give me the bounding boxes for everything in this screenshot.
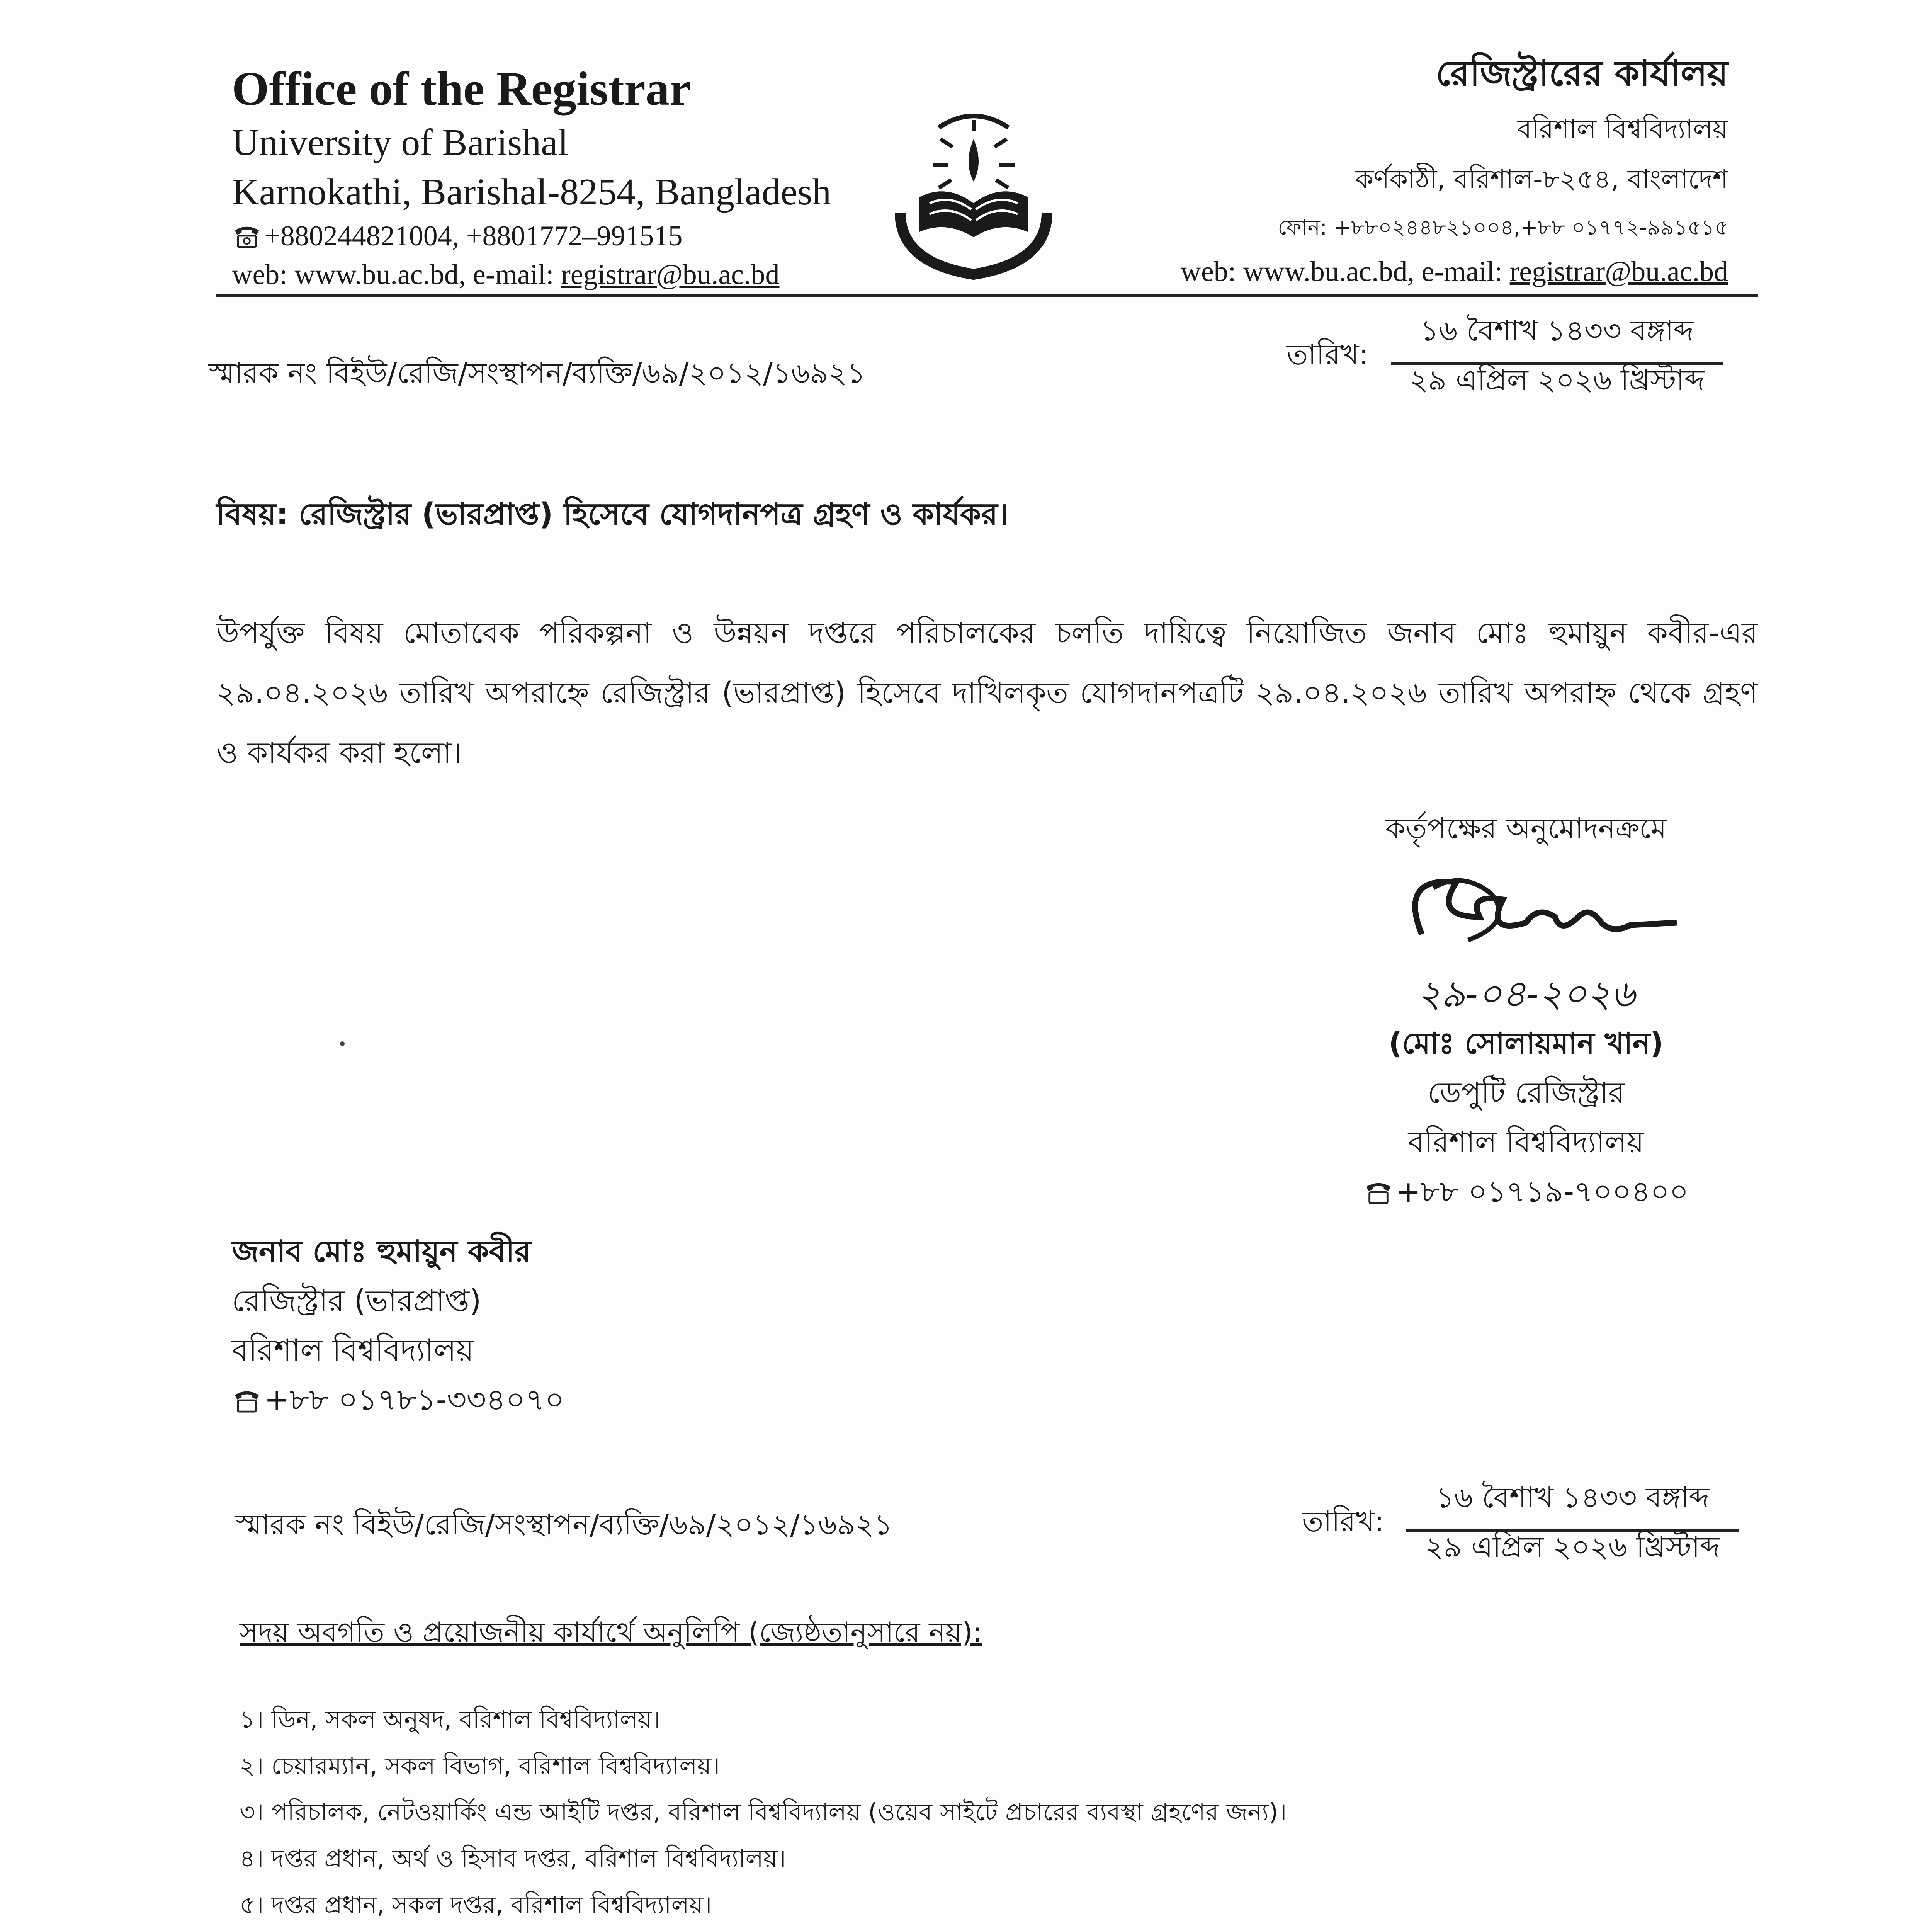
signature-block-deputy-registrar bbox=[1314, 804, 1739, 1216]
addressee-phone-line bbox=[232, 1375, 564, 1425]
list-item: ৫। দপ্তর প্রধান, সকল দপ্তর, বরিশাল বিশ্ববিদ্যালয়। bbox=[240, 1891, 712, 1919]
signatory-name: (মোঃ সোলায়মান খান) bbox=[1389, 1026, 1664, 1060]
signature-date: ২৯-০৪-২০২৬ bbox=[1417, 972, 1635, 1015]
addressee-block bbox=[232, 1227, 564, 1425]
subject-line: বিষয়: রেজিস্ট্রার (ভারপ্রাপ্ত) হিসেবে যোগদানপত্র গ্রহণ ও কার্যকর। bbox=[216, 497, 1009, 532]
phone-icon bbox=[232, 1388, 262, 1413]
stray-mark bbox=[340, 1041, 345, 1046]
address-bn: কর্ণকাঠী, বরিশাল-৮২৫৪, বাংলাদেশ bbox=[1355, 164, 1728, 195]
signatory-university: বরিশাল বিশ্ববিদ্যালয় bbox=[1408, 1125, 1644, 1159]
list-item: ৪। দপ্তর প্রধান, অর্থ ও হিসাব দপ্তর, বরিশাল বিশ্ববিদ্যালয়। bbox=[240, 1844, 786, 1872]
date-label-bottom: তারিখ: bbox=[1302, 1505, 1384, 1538]
body-paragraph: উপর্যুক্ত বিষয় মোতাবেক পরিকল্পনা ও উন্নয়ন দপ্তরে পরিচালকের চলতি দায়িত্বে নিয়োজিত জনাব মোঃ হুমায়ুন কবীর-এর ২৯.০৪.২০২৬ তারিখ অপরাহ্নে রেজিস্ট্রার (ভারপ্রাপ্ত) হিসেবে দাখিলকৃত যোগদানপত্রটি ২৯.০৪.২০২৬ তারিখ অপরাহ্ন থেকে গ্রহণ ও কার্যকর করা হলো। bbox=[216, 616, 1758, 770]
signatory-phone: +৮৮ ০১৭১৯-৭০০৪০০ bbox=[1396, 1174, 1689, 1209]
phone-line-bn: ফোন: +৮৮০২৪৪৮২১০০৪,+৮৮ ০১৭৭২-৯৯১৫১৫ bbox=[1278, 215, 1728, 240]
addressee-name: জনাব মোঃ হুমায়ুন কবীর bbox=[232, 1234, 531, 1269]
signatory-phone-line bbox=[1314, 1167, 1739, 1216]
list-item bbox=[240, 1928, 1746, 1932]
phone-numbers: +880244821004, +8801772–991515 bbox=[264, 220, 683, 252]
date-bangla-bottom: ১৬ বৈশাখ ১৪৩৩ বঙ্গাব্দ bbox=[1406, 1476, 1739, 1532]
list-item: ১। ডিন, সকল অনুষদ, বরিশাল বিশ্ববিদ্যালয়। bbox=[240, 1705, 661, 1733]
memo-reference-bottom: স্মারক নং বিইউ/রেজি/সংস্থাপন/ব্যক্তি/৬৯/২০১২/১৬৯২১ bbox=[236, 1508, 893, 1541]
address: Karnokathi, Barishal-8254, Bangladesh bbox=[232, 171, 831, 213]
office-title: Office of the Registrar bbox=[232, 62, 691, 115]
signatory-designation: ডেপুটি রেজিস্ট্রার bbox=[1428, 1075, 1625, 1110]
phone-icon bbox=[1363, 1179, 1394, 1205]
addressee-designation: রেজিস্ট্রার (ভারপ্রাপ্ত) bbox=[232, 1284, 481, 1318]
header-divider bbox=[216, 294, 1758, 297]
web-line bbox=[232, 255, 889, 294]
email-link-bn[interactable]: registrar@bu.ac.bd bbox=[1509, 256, 1728, 287]
list-item: ২। চেয়ারম্যান, সকল বিভাগ, বরিশাল বিশ্ববিদ্যালয়। bbox=[240, 1752, 720, 1780]
university-name-bn: বরিশাল বিশ্ববিদ্যালয় bbox=[1517, 114, 1728, 145]
phone-icon bbox=[232, 223, 262, 248]
copy-distribution-title: সদয় অবগতি ও প্রয়োজনীয় কার্যার্থে অনুলিপি (জ্যেষ্ঠতানুসারে নয়): bbox=[240, 1616, 982, 1648]
authority-note: কর্তৃপক্ষের অনুমোদনক্রমে bbox=[1385, 812, 1667, 845]
date-label: তারিখ: bbox=[1287, 338, 1369, 371]
addressee-phone: +৮৮ ০১৭৮১-৩৩৪০৭০ bbox=[264, 1383, 564, 1417]
copy-distribution-list bbox=[240, 1696, 1746, 1932]
web-prefix-bn: web: www.bu.ac.bd, e-mail: bbox=[1180, 256, 1510, 287]
letterhead-english bbox=[232, 60, 889, 294]
email-link[interactable]: registrar@bu.ac.bd bbox=[561, 259, 780, 291]
date-gregorian: ২৯ এপ্রিল ২০২৬ খ্রিস্টাব্দ bbox=[1409, 364, 1705, 397]
list-item: ৩। পরিচালক, নেটওয়ার্কিং এন্ড আইটি দপ্তর, বরিশাল বিশ্ববিদ্যালয় (ওয়েব সাইটে প্রচারের ব্যবস্থা গ্রহণের জন্য)। bbox=[240, 1798, 1287, 1826]
date-gregorian-bottom: ২৯ এপ্রিল ২০২৬ খ্রিস্টাব্দ bbox=[1425, 1531, 1720, 1564]
letterhead-bangla bbox=[1033, 43, 1728, 293]
office-title-bn: রেজিস্ট্রারের কার্যালয় bbox=[1436, 53, 1728, 94]
university-name: University of Barishal bbox=[232, 122, 568, 163]
memo-reference: স্মারক নং বিইউ/রেজি/সংস্থাপন/ব্যক্তি/৬৯/২০১২/১৬৯২১ bbox=[209, 357, 866, 390]
web-line-bn bbox=[1033, 250, 1728, 293]
handwritten-signature bbox=[1352, 853, 1700, 969]
addressee-university: বরিশাল বিশ্ববিদ্যালয় bbox=[232, 1333, 474, 1368]
web-prefix: web: www.bu.ac.bd, e-mail: bbox=[232, 259, 561, 291]
phone-line bbox=[232, 217, 889, 255]
date-block bbox=[1287, 309, 1750, 410]
date-bangla: ১৬ বৈশাখ ১৪৩৩ বঙ্গাব্দ bbox=[1391, 309, 1723, 365]
date-block-bottom bbox=[1302, 1476, 1766, 1577]
